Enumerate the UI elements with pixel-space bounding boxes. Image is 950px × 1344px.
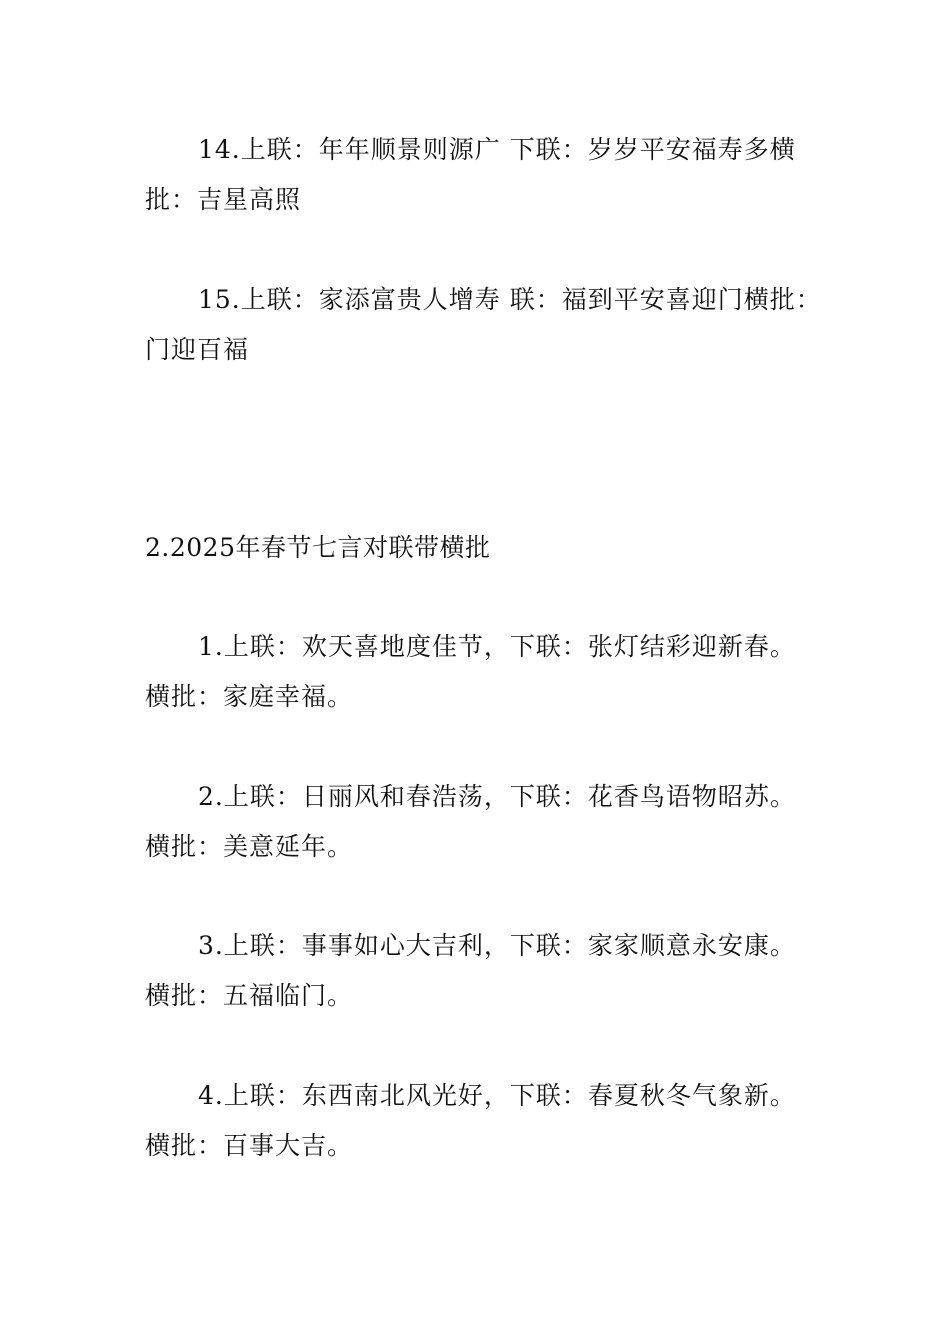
couplet-line-2: 横批：百事大吉。 (145, 1131, 354, 1160)
couplet-line-2: 批：吉星高照 (145, 185, 302, 214)
couplet-line-2: 横批：家庭幸福。 (145, 682, 354, 711)
couplet-item-1 (145, 622, 825, 722)
couplet-item-15 (145, 275, 825, 375)
couplet-line-1: 3.上联：事事如心大吉利，下联：家家顺意永安康。 (198, 931, 796, 960)
couplet-item-4 (145, 1071, 825, 1171)
couplet-item-3 (145, 921, 825, 1021)
couplet-line-1: 15.上联：家添富贵人增寿 联：福到平安喜迎门横批： (198, 285, 822, 314)
couplet-line-2: 门迎百福 (145, 335, 250, 364)
couplet-line-1: 2.上联：日丽风和春浩荡，下联：花香鸟语物昭苏。 (198, 782, 796, 811)
couplet-line-1: 14.上联：年年顺景则源广 下联：岁岁平安福寿多横 (198, 135, 796, 164)
couplet-line-2: 横批：五福临门。 (145, 981, 354, 1010)
couplet-line-2: 横批：美意延年。 (145, 832, 354, 861)
couplet-line-1: 1.上联：欢天喜地度佳节，下联：张灯结彩迎新春。 (198, 632, 796, 661)
couplet-line-1: 4.上联：东西南北风光好，下联：春夏秋冬气象新。 (198, 1081, 796, 1110)
couplet-item-2 (145, 772, 825, 872)
section-heading: 2.2025年春节七言对联带横批 (145, 533, 491, 562)
couplet-item-14 (145, 125, 825, 225)
